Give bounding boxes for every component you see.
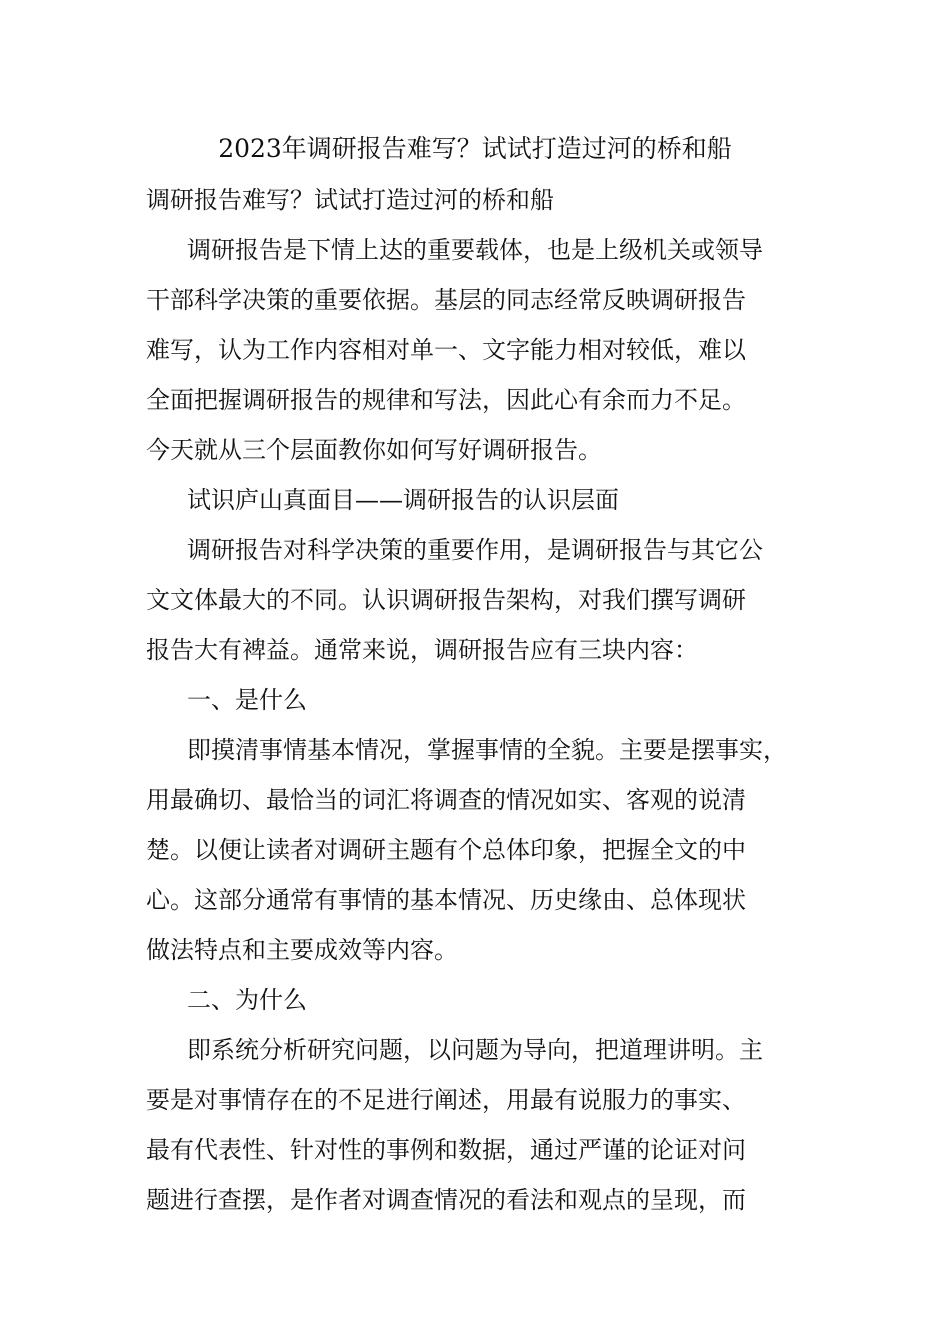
subheading-what: 一、是什么 (187, 686, 307, 714)
paragraph-line: 干部科学决策的重要依据。基层的同志经常反映调研报告 (146, 286, 746, 314)
section-heading: 试识庐山真面目——调研报告的认识层面 (187, 486, 619, 514)
paragraph-line: 楚。以便让读者对调研主题有个总体印象，把握全文的中 (146, 836, 746, 864)
paragraph-line: 文文体最大的不同。认识调研报告架构，对我们撰写调研 (146, 586, 746, 614)
document-subtitle: 调研报告难写？试试打造过河的桥和船 (146, 186, 554, 214)
paragraph-line: 今天就从三个层面教你如何写好调研报告。 (146, 436, 602, 464)
paragraph-line: 即摸清事情基本情况，掌握事情的全貌。主要是摆事实， (187, 736, 787, 764)
paragraph-line: 最有代表性、针对性的事例和数据，通过严谨的论证对问 (146, 1136, 746, 1164)
paragraph-line: 难写，认为工作内容相对单一、文字能力相对较低，难以 (146, 336, 746, 364)
paragraph-line: 调研报告是下情上达的重要载体，也是上级机关或领导 (187, 236, 763, 264)
paragraph-line: 用最确切、最恰当的词汇将调查的情况如实、客观的说清 (146, 786, 746, 814)
paragraph-line: 即系统分析研究问题，以问题为导向，把道理讲明。主 (187, 1036, 763, 1064)
paragraph-line: 报告大有裨益。通常来说，调研报告应有三块内容： (146, 636, 698, 664)
subheading-why: 二、为什么 (187, 986, 307, 1014)
paragraph-line: 心。这部分通常有事情的基本情况、历史缘由、总体现状 (146, 886, 746, 914)
paragraph-line: 要是对事情存在的不足进行阐述，用最有说服力的事实、 (146, 1086, 746, 1114)
paragraph-line: 做法特点和主要成效等内容。 (146, 936, 458, 964)
paragraph-line: 题进行查摆，是作者对调查情况的看法和观点的呈现，而 (146, 1186, 746, 1214)
paragraph-line: 全面把握调研报告的规律和写法，因此心有余而力不足。 (146, 386, 746, 414)
document-title: 2023年调研报告难写？试试打造过河的桥和船 (218, 134, 732, 163)
paragraph-line: 调研报告对科学决策的重要作用，是调研报告与其它公 (187, 536, 763, 564)
